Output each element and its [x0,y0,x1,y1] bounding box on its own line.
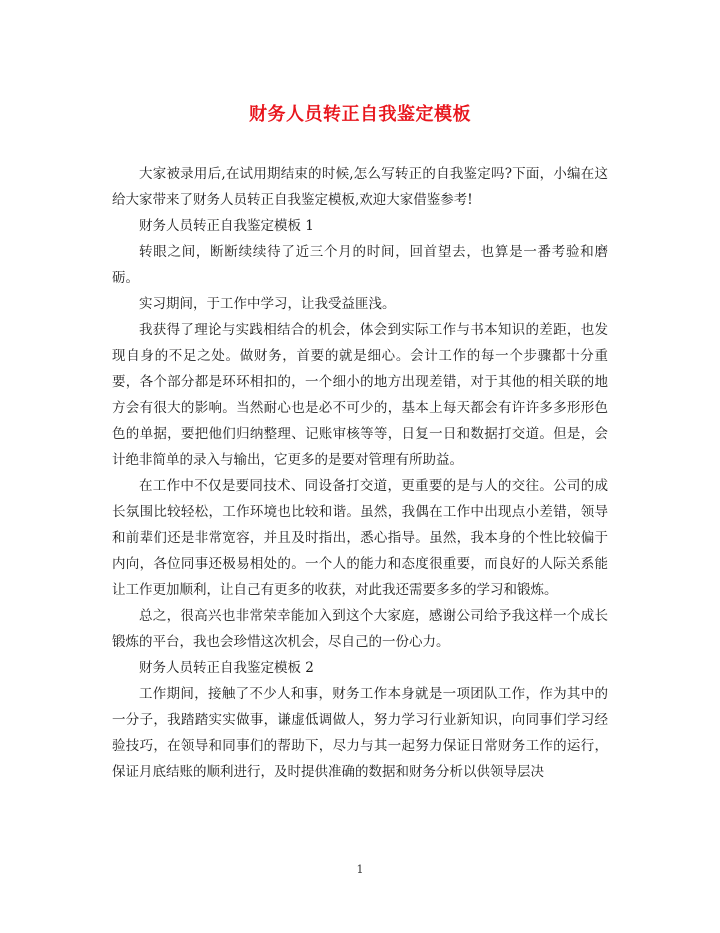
page-number: 1 [356,863,364,876]
body-paragraph: 转眼之间，断断续续待了近三个月的时间，回首望去，也算是一番考验和磨砺。 [112,244,608,286]
body-paragraph: 工作期间，接触了不少人和事，财务工作本身就是一项团队工作，作为其中的一分子，我踏踏实实做事，谦虚低调做人，努力学习行业新知识，向同事们学习经验技巧，在领导和同事们的帮助下，尽力与其一起努力保证日常财务工作的运行，保证月底结账的顺利进行，及时提供准确的数据和财务分析以供领导层决 [112,686,608,780]
intro-paragraph: 大家被录用后,在试用期结束的时候,怎么写转正的自我鉴定吗?下面，小编在这给大家带来了财务人员转正自我鉴定模板,欢迎大家借鉴参考! [112,166,608,208]
document-body [112,161,608,785]
section-heading-2: 财务人员转正自我鉴定模板 2 [139,660,314,676]
body-paragraph: 实习期间，于工作中学习，让我受益匪浅。 [139,296,396,312]
document-title: 财务人员转正自我鉴定模板 [249,104,471,125]
body-paragraph: 总之，很高兴也非常荣幸能加入到这个大家庭，感谢公司给予我这样一个成长锻炼的平台，我也会珍惜这次机会，尽自己的一份心力。 [112,608,608,650]
body-paragraph: 我获得了理论与实践相结合的机会，体会到实际工作与书本知识的差距，也发现自身的不足之处。做财务，首要的就是细心。会计工作的每一个步骤都十分重要，各个部分都是环环相扣的，一个细小的地方出现差错，对于其他的相关联的地方会有很大的影响。当然耐心也是必不可少的，基本上每天都会有许许多多形形色色的单据，要把他们归纳整理、记账审核等等，日复一日和数据打交道。但是，会计绝非简单的录入与输出，它更多的是要对管理有所助益。 [112,322,608,468]
body-paragraph: 在工作中不仅是要同技术、同设备打交道，更重要的是与人的交往。公司的成长氛围比较轻松，工作环境也比较和谐。虽然，我偶在工作中出现点小差错，领导和前辈们还是非常宽容，并且及时指出，悉心指导。虽然，我本身的个性比较偏于内向，各位同事还极易相处的。一个人的能力和态度很重要，而良好的人际关系能让工作更加顺利，让自己有更多的收获，对此我还需要多多的学习和锻炼。 [112,478,608,598]
section-heading-1: 财务人员转正自我鉴定模板 1 [139,218,314,234]
